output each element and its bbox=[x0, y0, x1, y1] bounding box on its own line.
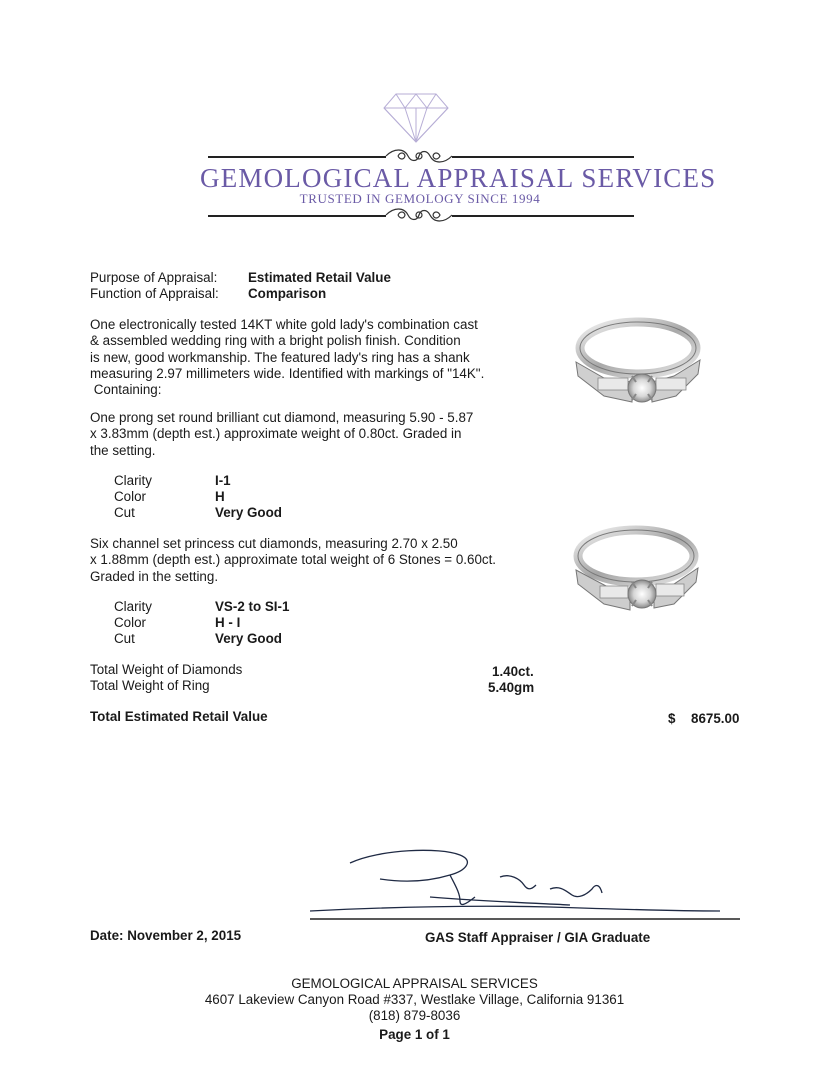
side-cut-value: Very Good bbox=[215, 631, 282, 646]
side-clarity-value: VS-2 to SI-1 bbox=[215, 599, 290, 614]
side-stones-line: Graded in the setting. bbox=[90, 568, 219, 584]
company-name: GEMOLOGICAL APPRAISAL SERVICES bbox=[200, 163, 717, 193]
function-value: Comparison bbox=[248, 286, 327, 301]
company-tagline: TRUSTED IN GEMOLOGY SINCE 1994 bbox=[299, 191, 541, 206]
side-stones-line: x 1.88mm (depth est.) approximate total weight of 6 Stones = 0.60ct. bbox=[90, 552, 497, 568]
appraiser-title: GAS Staff Appraiser / GIA Graduate bbox=[425, 930, 651, 945]
center-cut-label: Cut bbox=[114, 505, 135, 520]
side-stones-description bbox=[90, 536, 510, 585]
purpose-value: Estimated Retail Value bbox=[248, 270, 391, 285]
center-clarity-value: I-1 bbox=[215, 473, 231, 488]
footer-phone: (818) 879-8036 bbox=[368, 1008, 461, 1023]
total-ring-value: 5.40gm bbox=[488, 680, 535, 695]
side-cut-label: Cut bbox=[114, 631, 135, 646]
header-rule-bottom bbox=[208, 215, 386, 217]
header-rule-top bbox=[452, 156, 634, 158]
center-cut-value: Very Good bbox=[215, 505, 282, 520]
center-stone-line: the setting. bbox=[90, 442, 156, 458]
total-diamonds-value: 1.40ct. bbox=[492, 664, 534, 679]
center-stone-line: x 3.83mm (depth est.) approximate weight of 0.80ct. Graded in bbox=[90, 426, 462, 442]
ring-description bbox=[90, 317, 510, 398]
center-color-value: H bbox=[215, 489, 225, 504]
currency-symbol: $ bbox=[668, 711, 676, 726]
footer-address: 4607 Lakeview Canyon Road #337, Westlake Village, California 91361 bbox=[204, 992, 625, 1007]
side-clarity-label: Clarity bbox=[114, 599, 152, 614]
ornament-icon bbox=[384, 205, 454, 225]
total-diamonds-label: Total Weight of Diamonds bbox=[90, 662, 243, 677]
center-clarity-label: Clarity bbox=[114, 473, 152, 488]
total-ring-label: Total Weight of Ring bbox=[90, 678, 210, 693]
total-retail-value: 8675.00 bbox=[691, 711, 740, 726]
center-stone-description bbox=[90, 410, 510, 459]
ring-photo-top bbox=[570, 310, 710, 420]
appraiser-signature bbox=[310, 845, 750, 925]
side-color-value: H - I bbox=[215, 615, 241, 630]
center-stone-line: One prong set round brilliant cut diamond, measuring 5.90 - 5.87 bbox=[90, 410, 474, 425]
center-color-label: Color bbox=[114, 489, 146, 504]
purpose-label: Purpose of Appraisal: bbox=[90, 270, 218, 285]
footer-company: GEMOLOGICAL APPRAISAL SERVICES bbox=[291, 976, 538, 991]
description-line: is new, good workmanship. The featured lady's ring has a shank bbox=[90, 349, 470, 365]
header-rule-top bbox=[208, 156, 386, 158]
side-color-label: Color bbox=[114, 615, 146, 630]
description-line: measuring 2.97 millimeters wide. Identified with markings of "14K". bbox=[90, 365, 485, 381]
diamond-logo-icon bbox=[383, 92, 449, 144]
description-line: & assembled wedding ring with a bright polish finish. Condition bbox=[90, 333, 461, 349]
appraisal-date: Date: November 2, 2015 bbox=[90, 928, 242, 943]
function-label: Function of Appraisal: bbox=[90, 286, 219, 301]
side-stones-line: Six channel set princess cut diamonds, measuring 2.70 x 2.50 bbox=[90, 536, 458, 551]
description-line: One electronically tested 14KT white gold lady's combination cast bbox=[90, 317, 478, 332]
page-number: Page 1 of 1 bbox=[379, 1027, 450, 1042]
ring-photo-bottom bbox=[570, 520, 710, 630]
total-retail-label: Total Estimated Retail Value bbox=[90, 709, 268, 724]
description-line: Containing: bbox=[90, 382, 162, 398]
header-rule-bottom bbox=[452, 215, 634, 217]
